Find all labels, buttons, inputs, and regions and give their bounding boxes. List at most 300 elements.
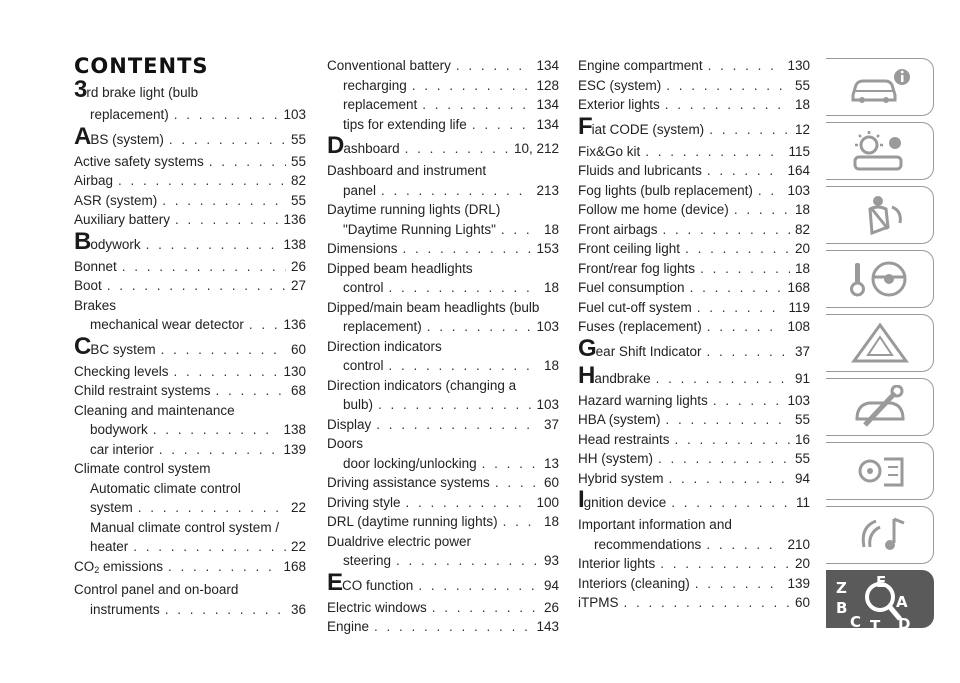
index-entry [327,473,559,493]
entry-line [74,362,306,382]
entry-line [327,617,559,637]
index-entry [327,598,559,618]
entry-text-part: odywork [90,236,141,252]
leader-dots [396,551,539,571]
leader-dots [216,381,286,401]
entry-line [578,488,810,515]
index-column-1 [74,78,306,619]
page-number: 138 [283,236,306,252]
leader-dots [378,395,531,415]
index-entry [578,239,810,259]
entry-text: Interior lights [578,556,656,571]
entry-line [74,557,306,581]
index-entry [578,334,810,364]
entry-text-part: iat CODE (system) [591,121,705,137]
entry-line [74,171,306,191]
index-entry [74,440,306,460]
page-number: 130 [787,58,810,73]
index-entry [327,161,559,200]
leader-dots [138,498,286,518]
page-number: 36 [290,601,306,617]
page-number: 82 [290,173,306,188]
entry-line [74,537,306,557]
entry-line [578,95,810,115]
page-number: 13 [543,455,559,471]
index-letter: B [836,599,848,617]
entry-text: Fuel cut-off system [578,299,692,315]
leader-dots [645,142,783,162]
page-title: CONTENTS [74,54,209,78]
entry-text: heater [90,539,129,554]
entry-text-part: emissions [99,558,164,574]
leader-dots [159,440,279,460]
leader-dots [690,278,783,298]
entry-text: HBA (system) [578,412,661,427]
leader-dots [666,410,790,430]
leader-dots [456,56,532,76]
entry-text: Important information and [578,517,732,532]
entry-text [578,334,702,364]
index-entry [578,142,810,162]
section-initial: D [327,132,344,159]
entry-text: Boot [74,278,102,293]
index-entry [578,95,810,115]
entry-line [74,459,306,479]
index-entry [74,152,306,172]
entry-text: Bonnet [74,258,117,274]
index-letter: D [898,615,911,633]
index-entry [74,362,306,382]
entry-text [74,227,141,257]
safety-airbag-icon [850,193,910,237]
entry-text: iTPMS [578,595,619,610]
index-entry [74,518,306,557]
leader-dots [432,598,539,618]
entry-text: Hybrid system [578,470,664,486]
page-number: 55 [290,192,306,208]
entry-line [74,105,306,125]
entry-text: tips for extending life [343,116,467,132]
entry-line [578,142,810,162]
maintenance-wrench-icon [847,385,913,429]
leader-dots [708,56,783,76]
entry-line [74,401,306,421]
entry-line [74,276,306,296]
page-number: 18 [794,202,810,217]
leader-dots [403,239,532,259]
entry-line [327,56,559,76]
page-number: 18 [543,221,559,237]
entry-line [327,568,559,598]
leader-dots [162,191,286,211]
entry-text-part: ear Shift Indicator [595,343,702,359]
leader-dots [665,95,790,115]
entry-line [74,332,306,362]
index-entry [578,200,810,220]
leader-dots [685,239,790,259]
index-entry [578,410,810,430]
page-number: 18 [543,514,559,529]
index-entry [578,220,810,240]
entry-text: Engine [327,619,370,634]
index-letter: T [870,617,881,635]
leader-dots [624,593,790,613]
section-initial: C [74,332,91,360]
index-entry [74,257,306,277]
index-entry [74,381,306,401]
entry-text-part: BS (system) [90,131,164,147]
entry-line [578,259,810,279]
leader-dots [482,454,539,474]
entry-text: Dimensions [327,241,398,256]
leader-dots [713,391,783,411]
index-entry [578,278,810,298]
section-initial: I [578,486,584,513]
entry-line [578,220,810,240]
entry-line [578,449,810,469]
entry-text: Follow me home (device) [578,202,729,217]
index-entry [74,315,306,335]
page-number: 20 [794,556,810,571]
index-entry [327,239,559,259]
entry-text [578,112,705,142]
page-number: 103 [283,107,306,122]
entry-text-part: ashboard [343,141,400,156]
leader-dots [406,493,532,513]
entry-text: Checking levels [74,363,169,379]
chapter-tab-warning-lights[interactable] [826,122,934,180]
entry-text: Direction indicators (changing a [327,377,517,393]
page-number: 16 [794,431,810,447]
entry-text-part: gnition device [583,495,667,510]
leader-dots [174,105,279,125]
page-number: 103 [787,182,810,198]
entry-text: Fog lights (bulb replacement) [578,182,753,198]
page-number: 103 [787,392,810,408]
entry-text: Brakes [74,297,117,313]
page-number: 136 [283,212,306,227]
entry-text: Display [327,416,372,432]
entry-text: DRL (daytime running lights) [327,514,498,529]
leader-dots [175,210,278,230]
page-number: 55 [794,451,810,466]
page-number: 100 [536,494,559,510]
entry-text-part: CO function [342,577,414,593]
section-initial: B [74,227,91,255]
index-entry [327,56,559,76]
page-number: 10, 212 [513,141,559,156]
leader-dots [660,554,790,574]
entry-text: Fuel consumption [578,280,685,295]
entry-text: Driving assistance systems [327,475,490,490]
page-number: 153 [536,241,559,256]
entry-text: Dashboard and instrument [327,163,487,178]
page-number: 68 [290,383,306,398]
index-entry [327,76,559,96]
entry-line [578,430,810,450]
chapter-tab-car-info[interactable] [826,58,934,116]
entry-text: Dipped beam headlights [327,260,473,276]
entry-line [327,76,559,96]
entry-line [327,493,559,513]
entry-text [74,122,164,152]
entry-text: recommendations [594,536,702,552]
page-number: 26 [290,258,306,274]
entry-text: door locking/unlocking [343,455,477,471]
page-number: 91 [794,370,810,386]
page-number: 26 [543,599,559,615]
entry-line [327,376,559,396]
page-number: 134 [536,58,559,73]
section-initial: A [74,122,91,150]
leader-dots [758,181,783,201]
entry-text: Dipped/main beam headlights (bulb [327,299,540,315]
entry-line [74,381,306,401]
entry-line [578,535,810,555]
entry-text: Control panel and on-board [74,582,239,597]
index-entry [578,430,810,450]
entry-line [327,395,559,415]
section-initial: 3 [74,76,87,103]
index-letter: A [896,593,908,611]
index-entry [327,134,559,161]
page-number: 134 [536,116,559,132]
chapter-tab-index[interactable] [826,570,934,635]
index-letter: C [850,613,862,631]
leader-dots [695,574,783,594]
page-number: 18 [543,358,559,373]
leader-dots [249,315,279,335]
index-entry [327,617,559,637]
leader-dots [697,298,784,318]
page-number: 93 [543,553,559,568]
entry-text: Conventional battery [327,58,451,73]
entry-text: replacement) [90,107,169,122]
entry-line [74,122,306,152]
index-entry [327,337,559,376]
leader-dots [706,339,789,364]
entry-text: Auxiliary battery [74,212,171,227]
index-entry [327,532,559,571]
index-entry [578,181,810,201]
steering-wheel-key-icon [847,257,913,301]
chapter-tab-starting-driving[interactable] [826,250,934,308]
entry-line [578,554,810,574]
entry-line [578,593,810,613]
page-number: 18 [794,97,810,112]
entry-text: control [343,280,384,295]
entry-line [578,181,810,201]
entry-text: Hazard warning lights [578,392,708,408]
entry-text: instruments [90,601,160,617]
entry-text: Dualdrive electric power [327,533,472,549]
index-entry [74,122,306,152]
chapter-tab-maintenance[interactable] [826,378,934,436]
entry-text: Daytime running lights (DRL) [327,202,501,217]
leader-dots [501,220,539,240]
index-entry [74,296,306,316]
entry-line [578,574,810,594]
index-entry [327,298,559,337]
page-number: 136 [283,317,306,332]
index-entry [578,112,810,142]
index-entry [578,449,810,469]
leader-dots [707,317,783,337]
leader-dots [133,537,286,557]
index-entry [74,210,306,230]
entry-text: car interior [90,441,154,457]
entry-text: Front ceiling light [578,241,681,256]
page-number: 134 [536,97,559,112]
entry-line [578,278,810,298]
leader-dots [666,76,790,96]
page-number: 18 [794,260,810,276]
section-initial: G [578,334,596,362]
leader-dots [671,490,791,515]
leader-dots [709,117,790,142]
emergency-triangle-icon [850,321,910,365]
leader-dots [169,127,286,152]
entry-text [578,361,651,391]
entry-text: "Daytime Running Lights" [343,221,496,237]
entry-text: control [343,358,384,373]
index-entry [74,420,306,440]
entry-text: Direction indicators [327,338,442,354]
entry-text: ESC (system) [578,77,662,93]
page-number: 138 [283,422,306,437]
entry-line [327,220,559,240]
chapter-tab-multimedia[interactable] [826,506,934,564]
index-entry [327,115,559,135]
entry-line [327,415,559,435]
entry-line [327,473,559,493]
page-number: 130 [283,363,306,379]
entry-line [578,76,810,96]
entry-text: Child restraint systems [74,383,211,398]
warning-lights-icon [847,129,913,173]
section-initial: H [578,361,595,389]
leader-dots [658,449,790,469]
entry-line [578,410,810,430]
entry-line [327,161,559,181]
index-entry [578,259,810,279]
leader-dots [405,136,509,161]
leader-dots [422,95,531,115]
entry-line [327,551,559,571]
entry-line [578,515,810,535]
entry-text-part: CO [74,558,95,574]
entry-text-part: andbrake [594,370,651,386]
multimedia-music-icon [850,513,910,557]
leader-dots [707,161,783,181]
index-entry [74,557,306,581]
page-number: 37 [794,343,810,359]
entry-text: Driving style [327,494,401,510]
chapter-tab-emergency[interactable] [826,314,934,372]
entry-text: Cleaning and maintenance [74,402,235,418]
entry-line [74,600,306,620]
leader-dots [734,200,790,220]
section-initial: E [327,568,343,596]
entry-text: Fix&Go kit [578,143,641,159]
leader-dots [122,257,286,277]
page-number: 20 [794,241,810,256]
entry-line [327,298,559,318]
index-entry [74,191,306,211]
index-entry [578,76,810,96]
page-number: 94 [794,470,810,486]
entry-line [578,298,810,318]
entry-text: Fluids and lubricants [578,163,702,178]
entry-line [578,391,810,411]
entry-line [578,200,810,220]
index-entry [578,317,810,337]
leader-dots [161,337,286,362]
entry-line [578,239,810,259]
chapter-tabs [826,58,934,635]
index-entry [74,332,306,362]
leader-dots [700,259,790,279]
technical-data-icon [850,449,910,493]
chapter-tab-safety[interactable] [826,186,934,244]
entry-line [327,278,559,298]
leader-dots [472,115,532,135]
entry-text: Active safety systems [74,153,204,169]
entry-text: Front airbags [578,221,658,237]
page-number: 168 [283,558,306,574]
leader-dots [146,232,279,257]
entry-line [74,257,306,277]
entry-text: Engine compartment [578,58,703,73]
page-number: 12 [794,121,810,137]
index-entry [74,171,306,191]
entry-line [327,337,559,357]
entry-line [578,361,810,391]
entry-line [578,161,810,181]
car-info-icon [847,67,913,107]
index-entry [578,298,810,318]
page-number: 11 [795,495,810,510]
entry-line [578,112,810,142]
entry-text: steering [343,553,392,568]
entry-line [327,356,559,376]
entry-text-part: BC system [90,341,156,357]
entry-line [74,296,306,316]
entry-line [74,498,306,518]
page-number: 22 [290,500,306,515]
leader-dots [706,535,782,555]
page-number: 27 [290,278,306,293]
leader-dots [389,356,539,376]
entry-text: Electric windows [327,599,427,615]
index-entry [327,200,559,239]
leader-dots [174,362,279,382]
leader-dots [427,317,532,337]
page-number: 55 [290,131,306,147]
leader-dots [389,278,539,298]
index-entry [327,259,559,298]
entry-text [74,332,156,362]
page-number: 55 [794,412,810,427]
entry-line [74,152,306,172]
entry-line [74,227,306,257]
chapter-tab-technical-data[interactable] [826,442,934,500]
entry-line [74,518,306,538]
index-entry [74,276,306,296]
page-number: 94 [543,577,559,593]
leader-dots [656,366,790,391]
entry-text: panel [343,182,377,198]
